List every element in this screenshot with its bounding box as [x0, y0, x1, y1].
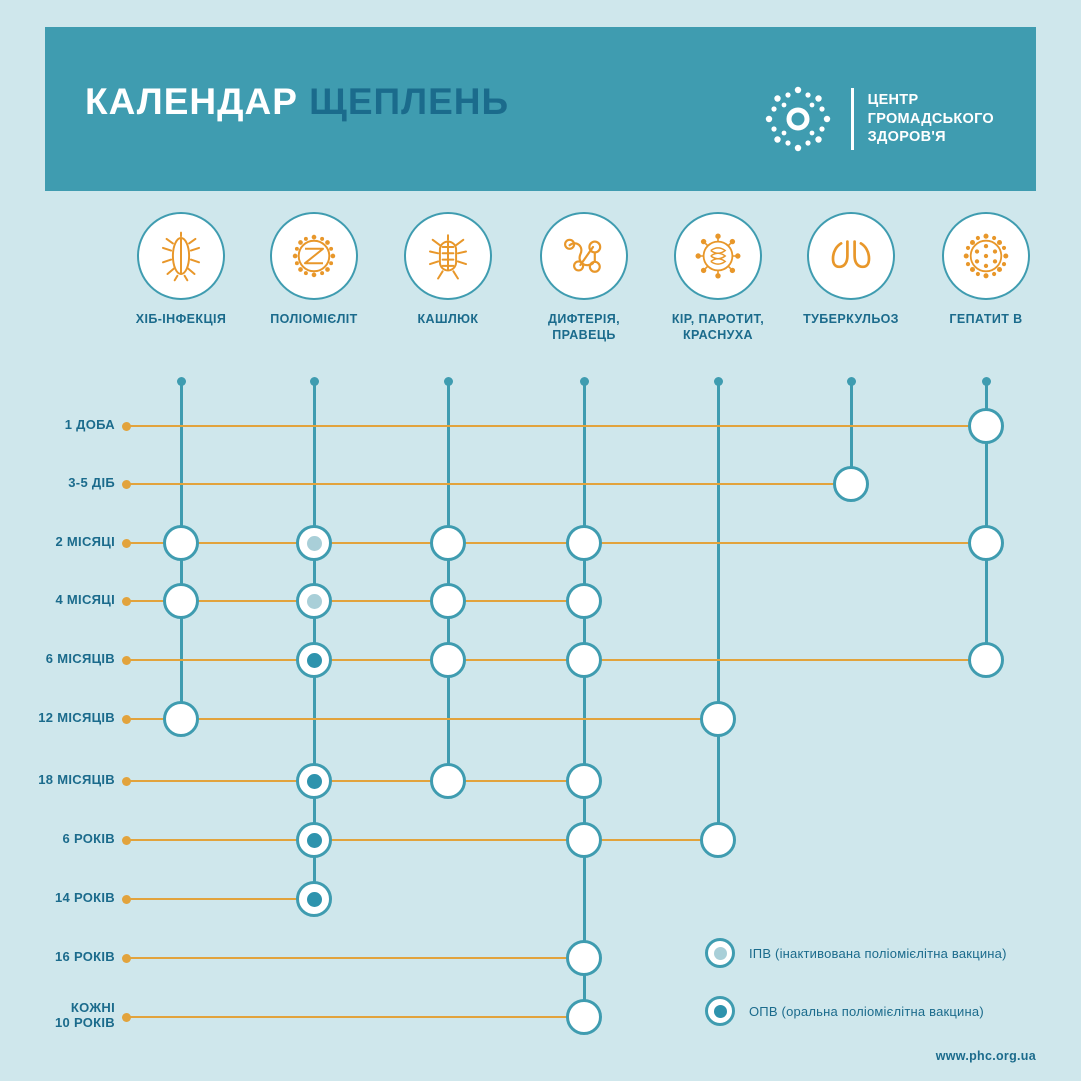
- vaccination-node[interactable]: [566, 763, 602, 799]
- diphtheria-tetanus-bacteria-icon: [540, 212, 628, 300]
- row-line-4: [126, 600, 584, 602]
- row-line-5: [126, 659, 986, 661]
- age-row-label-6: 12 МІСЯЦІВ: [38, 710, 115, 725]
- age-row-label-9: 14 РОКІВ: [54, 890, 115, 905]
- website-url[interactable]: www.phc.org.ua: [935, 1049, 1036, 1063]
- vaccination-node[interactable]: [700, 701, 736, 737]
- age-row-label-5: 6 МІСЯЦІВ: [45, 651, 115, 666]
- row-line-10: [126, 957, 584, 959]
- age-row-label-3: 2 МІСЯЦІ: [55, 534, 115, 549]
- row-start-dot-7: [122, 777, 131, 786]
- row-start-dot-11: [122, 1013, 131, 1022]
- vaccination-node[interactable]: [296, 525, 332, 561]
- legend-label: ІПВ (інактивована поліомієлітна вакцина): [749, 945, 1007, 961]
- column-line-7: [985, 381, 988, 660]
- row-line-7: [126, 780, 584, 782]
- disease-column-1: [106, 212, 256, 328]
- row-start-dot-9: [122, 895, 131, 904]
- column-line-3: [447, 381, 450, 781]
- node-inner-ipv: [307, 536, 322, 551]
- node-inner-opv: [307, 774, 322, 789]
- row-start-dot-6: [122, 715, 131, 724]
- header-banner: [45, 27, 1036, 191]
- disease-label: ДИФТЕРІЯ, ПРАВЕЦЬ: [548, 312, 620, 342]
- row-start-dot-1: [122, 422, 131, 431]
- vaccination-node[interactable]: [566, 525, 602, 561]
- vaccination-node[interactable]: [833, 466, 869, 502]
- age-row-label-8: 6 РОКІВ: [62, 831, 115, 846]
- disease-column-2: [239, 212, 389, 328]
- disease-column-6: [776, 212, 926, 328]
- age-row-label-1: 1 ДОБА: [64, 417, 115, 432]
- disease-columns: [0, 212, 1081, 362]
- disease-label: ГЕПАТИТ В: [949, 312, 1023, 326]
- legend-item-ipv: [705, 938, 1035, 968]
- vaccination-node[interactable]: [566, 822, 602, 858]
- page-title: [85, 81, 509, 123]
- column-line-4: [583, 381, 586, 1017]
- column-cap-dot-6: [847, 377, 856, 386]
- disease-label: ХІБ-ІНФЕКЦІЯ: [135, 312, 227, 326]
- legend-item-opv: [705, 996, 1035, 1026]
- row-line-6: [126, 718, 718, 720]
- organization-name-line-2: ГРОМАДСЬКОГО: [867, 110, 994, 127]
- column-cap-dot-4: [580, 377, 589, 386]
- node-inner-ipv: [307, 594, 322, 609]
- disease-column-3: [373, 212, 523, 328]
- column-cap-dot-5: [714, 377, 723, 386]
- page-title-accent: ЩЕПЛЕНЬ: [309, 81, 510, 122]
- vaccination-node[interactable]: [566, 940, 602, 976]
- organization-logo: [759, 80, 994, 158]
- row-line-8: [126, 839, 718, 841]
- page-title-main: КАЛЕНДАР: [85, 81, 310, 122]
- vaccination-node[interactable]: [430, 525, 466, 561]
- organization-name-line-1: ЦЕНТР: [867, 92, 919, 109]
- legend: [705, 938, 1035, 1054]
- column-line-2: [313, 381, 316, 899]
- row-start-dot-3: [122, 539, 131, 548]
- age-row-label-2: 3-5 ДІБ: [68, 475, 115, 490]
- legend-label: ОПВ (оральна поліомієлітна вакцина): [749, 1003, 984, 1019]
- legend-marker-inner: [714, 1005, 727, 1018]
- polio-virus-icon: [270, 212, 358, 300]
- column-cap-dot-3: [444, 377, 453, 386]
- vaccination-node[interactable]: [296, 822, 332, 858]
- row-line-3: [126, 542, 986, 544]
- legend-marker-ipv: [705, 938, 735, 968]
- vaccination-node[interactable]: [163, 525, 199, 561]
- legend-marker-opv: [705, 996, 735, 1026]
- vaccination-node[interactable]: [163, 701, 199, 737]
- row-line-11: [126, 1016, 584, 1018]
- disease-label: ТУБЕРКУЛЬОЗ: [803, 312, 899, 326]
- vaccination-node[interactable]: [566, 999, 602, 1035]
- age-row-label-10: 16 РОКІВ: [54, 949, 115, 964]
- row-start-dot-2: [122, 480, 131, 489]
- disease-column-4: [509, 212, 659, 343]
- age-row-label-4: 4 МІСЯЦІ: [55, 592, 115, 607]
- vaccination-node[interactable]: [296, 881, 332, 917]
- organization-name: [868, 91, 994, 147]
- node-inner-opv: [307, 833, 322, 848]
- vaccination-node[interactable]: [430, 583, 466, 619]
- disease-column-7: [911, 212, 1061, 328]
- vaccination-node[interactable]: [968, 408, 1004, 444]
- vaccination-node[interactable]: [968, 642, 1004, 678]
- hib-bacteria-icon: [137, 212, 225, 300]
- vaccination-node[interactable]: [968, 525, 1004, 561]
- vaccination-node[interactable]: [296, 642, 332, 678]
- legend-marker-inner: [714, 947, 727, 960]
- age-row-label-7: 18 МІСЯЦІВ: [38, 772, 115, 787]
- disease-label: ПОЛІОМІЄЛІТ: [270, 312, 358, 326]
- organization-name-line-3: ЗДОРОВ'Я: [867, 129, 946, 146]
- column-line-1: [180, 381, 183, 719]
- pertussis-bacteria-icon: [404, 212, 492, 300]
- vaccination-node[interactable]: [566, 583, 602, 619]
- disease-label: КІР, ПАРОТИТ, КРАСНУХА: [671, 312, 765, 342]
- row-start-dot-10: [122, 954, 131, 963]
- row-line-1: [126, 425, 986, 427]
- tuberculosis-lungs-icon: [807, 212, 895, 300]
- row-line-9: [126, 898, 314, 900]
- column-line-6: [850, 381, 853, 484]
- row-start-dot-4: [122, 597, 131, 606]
- measles-mumps-rubella-virus-icon: [674, 212, 762, 300]
- column-cap-dot-7: [982, 377, 991, 386]
- vaccination-node[interactable]: [430, 763, 466, 799]
- age-row-label-11: КОЖНІ 10 РОКІВ: [54, 1000, 115, 1030]
- hepatitis-b-virus-icon: [942, 212, 1030, 300]
- vaccination-node[interactable]: [566, 642, 602, 678]
- vaccination-node[interactable]: [430, 642, 466, 678]
- disease-column-5: [643, 212, 793, 343]
- node-inner-opv: [307, 653, 322, 668]
- node-inner-opv: [307, 892, 322, 907]
- column-cap-dot-1: [177, 377, 186, 386]
- logo-divider: [851, 88, 854, 150]
- row-start-dot-5: [122, 656, 131, 665]
- disease-label: КАШЛЮК: [417, 312, 479, 326]
- row-line-2: [126, 483, 851, 485]
- row-start-dot-8: [122, 836, 131, 845]
- vaccination-node[interactable]: [296, 583, 332, 619]
- column-cap-dot-2: [310, 377, 319, 386]
- phc-dots-logo-icon: [759, 80, 837, 158]
- vaccination-node[interactable]: [700, 822, 736, 858]
- vaccination-node[interactable]: [296, 763, 332, 799]
- column-line-5: [717, 381, 720, 840]
- vaccination-node[interactable]: [163, 583, 199, 619]
